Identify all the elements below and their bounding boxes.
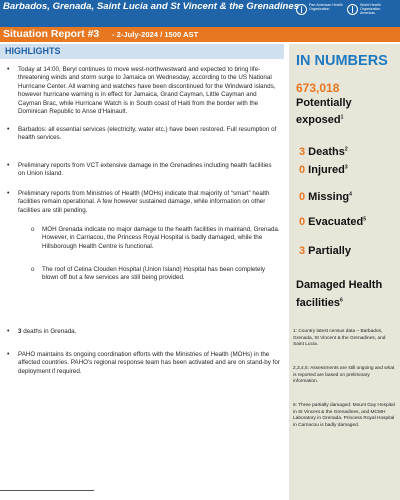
stat-evacuated — [299, 216, 366, 228]
highlight-item: • Barbados: all essential services (electricity, water etc.) have been restored. Full resumption of health services. — [18, 126, 280, 143]
who-seal-icon — [347, 4, 358, 15]
highlight-item: • Preliminary reports from Ministries of Health (MOHs) indicate that majority of “smart” health facilities remain operational. A few however sustained damage, while information on other facilities are still pending. — [18, 190, 280, 215]
in-numbers-heading: IN NUMBERS — [296, 53, 388, 69]
report-date: - 2-July-2024 / 1500 AST — [112, 30, 199, 39]
stat-deaths — [299, 146, 348, 158]
report-bar — [0, 27, 400, 42]
highlight-item: • Today at 14:00, Beryl continues to move west-northwestward and expected to bring life-threatening winds and storm surge to Jamaica on Wednesday, according to the US National Hurricane Center. All warning and watches have been discontinued for the Windward islands, however hurricane warning is in effect for Jamaica, Grand Cayman, Little Cayman and Cayman Brac, while Hurricane Watch is in South coast of Haiti from the border with the Dominican Republic to Anse d'Hainault. — [18, 66, 280, 116]
who-logo-text: World Health Organization Americas — [360, 3, 381, 16]
highlight-sub-item: o MOH Grenada indicate no major damage to the health facilities in mainland, Grenada. However, in Carriacou, the Princess Royal Hospital is badly damaged, while the Hillsborough Health Centre is functional. — [42, 226, 280, 251]
deaths-count: 3 — [18, 328, 22, 335]
stat-value: 0 — [299, 164, 306, 176]
stat-value: 3 — [299, 146, 306, 158]
in-numbers-panel — [289, 44, 400, 500]
footnote-6: 6: Three partially damaged: Mount Gay Hospital in St Vincent & the Grenadines, and MCMH Laboratory in Grenada. Princess Royal Hospital in Carriacou is badly damaged. — [293, 403, 395, 428]
highlight-item: • Preliminary reports from VCT extensive damage in the Grenadines including health facilities on Union Island. — [18, 162, 280, 179]
exposed-value: 673,018 — [296, 81, 340, 95]
stat-label: Missing — [305, 191, 350, 203]
highlight-item: • PAHO maintains its ongoing coordination efforts with the Ministries of Health (MOHs) in the affected countries. PAHO's regional response team has been activated and are on stand-by for deployment if required. — [18, 351, 280, 376]
stat-value: 3 — [299, 245, 306, 257]
damaged-label-text: facilities — [296, 297, 341, 309]
damaged-footnote-ref: 6 — [340, 297, 343, 304]
exposed-label-text: exposed — [296, 114, 341, 126]
stat-label: Injured — [305, 164, 345, 176]
stat-injured — [299, 164, 348, 176]
footnote-1: 1: Country latest census data – Barbados, Grenada, St Vincent & the Grenadines, and Saint Lucia. — [293, 329, 386, 348]
exposed-label-line1: Potentially — [296, 97, 352, 109]
stat-footnote-ref: 2 — [344, 146, 348, 153]
damaged-label-line1: Damaged Health — [296, 279, 383, 291]
damaged-label-line2 — [296, 297, 343, 309]
exposed-footnote-ref: 1 — [340, 114, 344, 121]
paho-seal-icon — [296, 4, 307, 15]
highlight-item-deaths — [18, 328, 280, 336]
stat-value: 0 — [299, 216, 306, 228]
highlights-heading: HIGHLIGHTS — [5, 46, 61, 56]
stat-label: Partially — [305, 245, 351, 257]
footnote-2345: 2,3,4,5: Assessments are still ongoing and what is reported are based on preliminary information. — [293, 366, 395, 385]
stat-value: 0 — [299, 191, 306, 203]
deaths-text: deaths in Grenada. — [21, 328, 77, 335]
stat-missing — [299, 191, 352, 203]
highlights-heading-bar — [0, 44, 284, 59]
stat-label: Deaths — [305, 146, 345, 158]
report-title: Situation Report #3 — [3, 28, 100, 40]
exposed-label-line2 — [296, 114, 343, 126]
highlight-sub-item: o The roof of Celina Clouden Hospital (Union Island) Hospital has been completely blown off but a few services are still being provided. — [42, 266, 280, 283]
paho-logo-text: Pan American Health Organization — [309, 3, 343, 12]
stat-partially — [299, 245, 351, 257]
stat-label: Evacuated — [305, 216, 364, 228]
header-banner — [0, 0, 400, 27]
stat-footnote-ref: 5 — [363, 216, 366, 223]
stat-footnote-ref: 4 — [349, 191, 352, 198]
document-title: Barbados, Grenada, Saint Lucia and St Vincent & the Grenadines — [3, 1, 300, 12]
footnote-divider — [0, 490, 94, 491]
stat-footnote-ref: 3 — [344, 164, 348, 171]
